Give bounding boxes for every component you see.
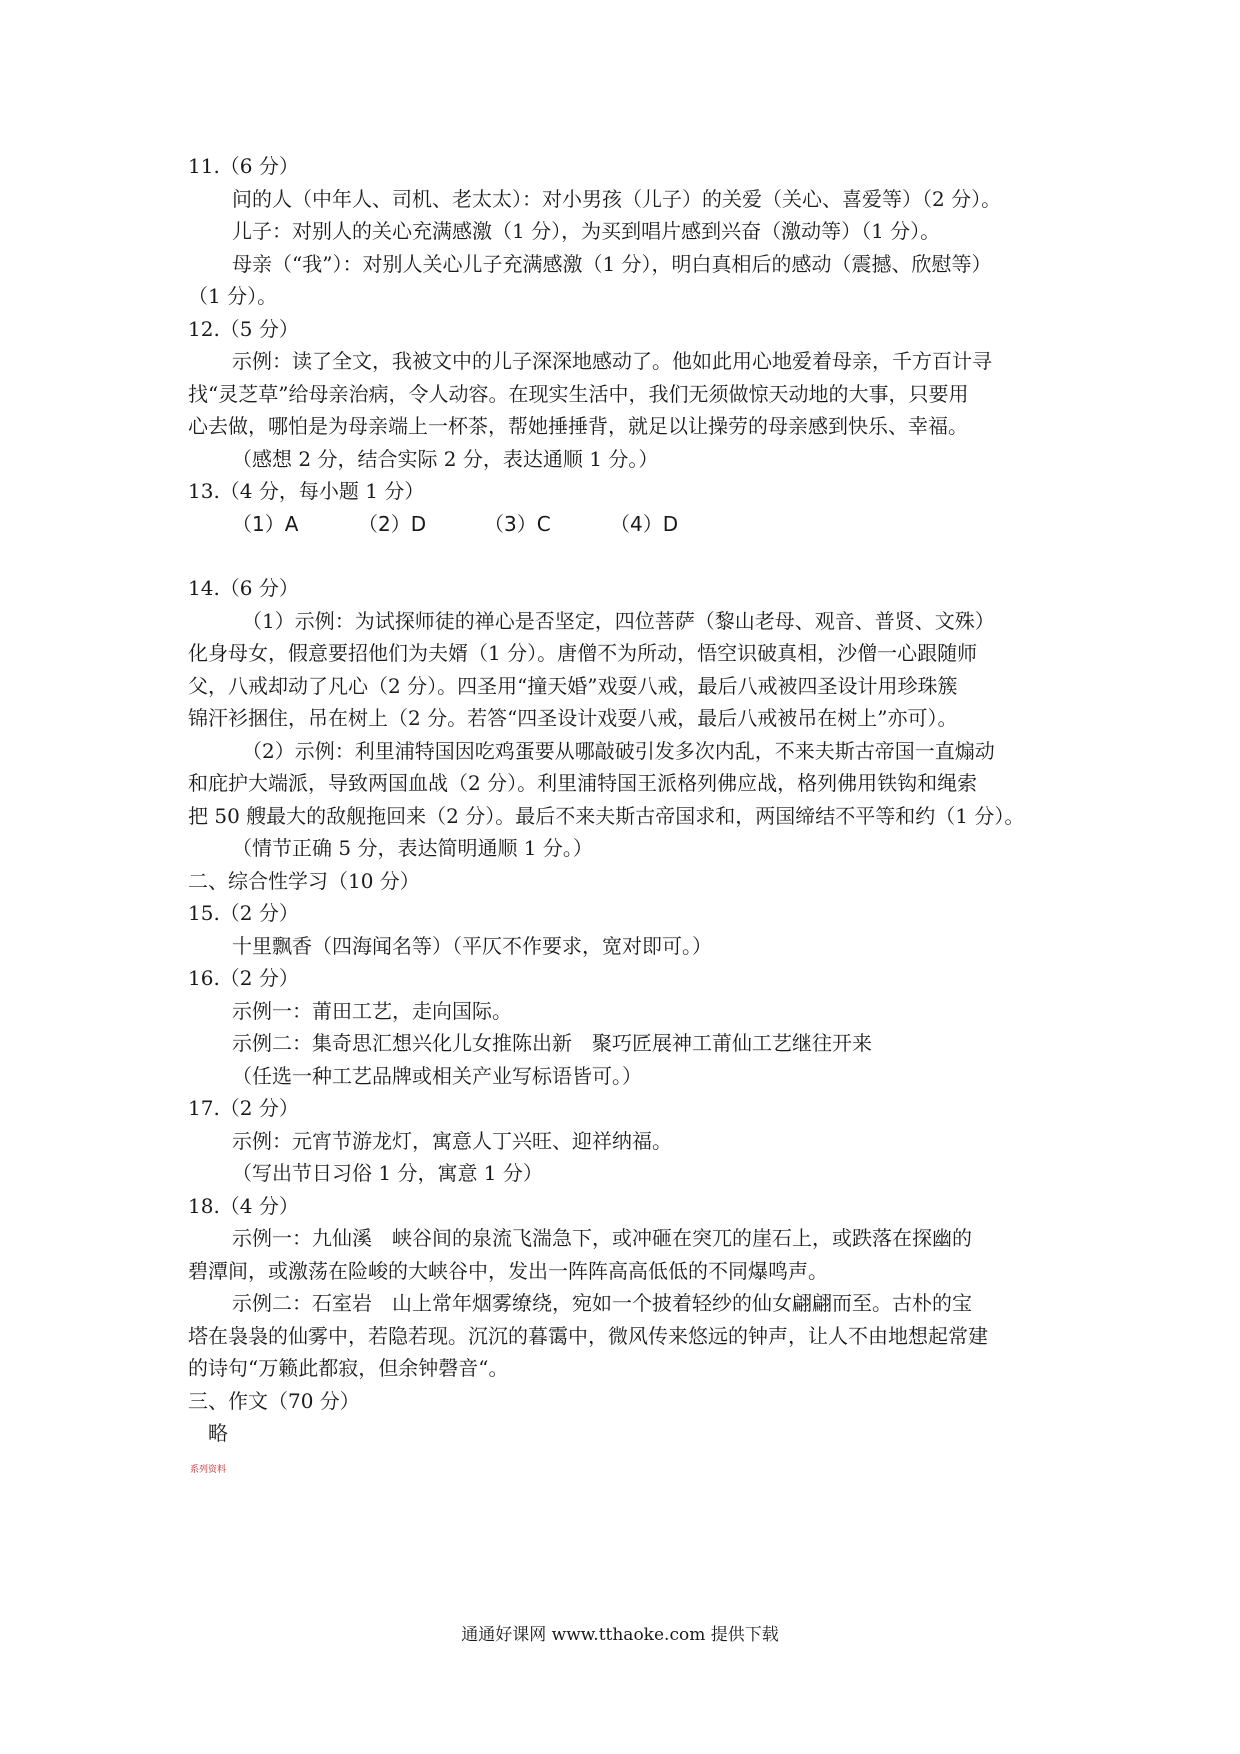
q16-heading: 16.（2 分）: [188, 966, 299, 990]
q13-heading: 13.（4 分，每小题 1 分）: [188, 479, 425, 503]
q12-heading: 12.（5 分）: [188, 316, 299, 341]
q13-option-4: （4）D: [610, 511, 679, 536]
page-footer: 通通好课网 www.tthaoke.com 提供下载: [461, 1625, 779, 1645]
q11-heading: 11.（6 分）: [188, 154, 299, 178]
section-2-heading: 二、综合性学习（10 分）: [188, 868, 420, 893]
q14-heading: 14.（6 分）: [188, 576, 299, 600]
q11-line-1: 问的人（中年人、司机、老太太）：对小男孩（儿子）的关爱（关心、喜爱等）（2 分）。: [232, 186, 1002, 211]
q11-line-4: （1 分）。: [188, 284, 278, 308]
q18-line-4: 塔在袅袅的仙雾中，若隐若现。沉沉的暮霭中，微风传来悠远的钟声，让人不由地想起常建: [188, 1323, 988, 1348]
q14-line-5: （2）示例：利里浦特国因吃鸡蛋要从哪敲破引发多次内乱，不来夫斯古帝国一直煽动: [242, 738, 995, 763]
q13-option-1: （1）A: [232, 511, 299, 536]
q13-options: [188, 508, 1068, 541]
spacer: [188, 540, 1068, 572]
q14-line-2: 化身母女，假意要招他们为夫婿（1 分）。唐僧不为所动，悟空识破真相，沙僧一心跟随师: [188, 641, 978, 665]
q18-line-5: 的诗句“万籁此都寂，但余钟磬音“。: [188, 1356, 509, 1380]
section-3-heading: 三、作文（70 分）: [188, 1388, 360, 1413]
q15-line-1: 十里飘香（四海闻名等）（平仄不作要求，宽对即可。）: [232, 933, 712, 958]
q16-line-2: 示例二：集奇思汇想兴化儿女推陈出新 聚巧匠展神工莆仙工艺继往开来: [232, 1031, 872, 1055]
q18-line-2: 碧潭间，或激荡在险峻的大峡谷中，发出一阵阵高高低低的不同爆鸣声。: [188, 1258, 828, 1283]
q14-line-6: 和庇护大端派，导致两国血战（2 分）。利里浦特国王派格列佛应战，格列佛用铁钩和绳索: [188, 771, 978, 795]
section-3-body: 略: [208, 1421, 228, 1445]
q14-line-1: （1）示例：为试探师徒的禅心是否坚定，四位菩萨（黎山老母、观音、普贤、文殊）: [242, 608, 995, 633]
q13-option-3: （3）C: [484, 511, 551, 536]
q15-heading: 15.（2 分）: [188, 901, 299, 925]
q12-line-1: 示例：读了全文，我被文中的儿子深深地感动了。他如此用心地爱着母亲，千方百计寻: [232, 349, 992, 373]
q17-scoring-note: （写出节日习俗 1 分，寓意 1 分）: [232, 1161, 543, 1185]
q14-line-4: 锦汗衫捆住，吊在树上（2 分。若答“四圣设计戏耍八戒，最后八戒被吊在树上”亦可）。: [188, 706, 958, 730]
q14-line-7: 把 50 艘最大的敌舰拖回来（2 分）。最后不来夫斯古帝国求和，两国缔结不平等和约（1 分）。: [188, 803, 1025, 828]
q12-line-2: 找“灵芝草”给母亲治病，令人动容。在现实生活中，我们无须做惊天动地的大事，只要用: [188, 381, 969, 406]
q18-line-3: 示例二：石室岩 山上常年烟雾缭绕，宛如一个披着轻纱的仙女翩翩而至。古朴的宝: [232, 1291, 972, 1315]
q17-line-1: 示例：元宵节游龙灯，寓意人丁兴旺、迎祥纳福。: [232, 1128, 672, 1153]
watermark-label: 系列资料: [190, 1465, 227, 1475]
q14-line-3: 父，八戒却动了凡心（2 分）。四圣用“撞天婚”戏耍八戒，最后八戒被四圣设计用珍珠簇: [188, 673, 958, 698]
q16-line-1: 示例一：莆田工艺，走向国际。: [232, 998, 512, 1023]
answer-key-content: [188, 150, 1068, 1450]
q18-line-1: 示例一：九仙溪 峡谷间的泉流飞湍急下，或冲砸在突兀的崖石上，或跌落在探幽的: [232, 1226, 972, 1250]
q18-heading: 18.（4 分）: [188, 1193, 299, 1218]
q12-scoring-note: （感想 2 分，结合实际 2 分，表达通顺 1 分。）: [232, 446, 659, 471]
q16-scoring-note: （任选一种工艺品牌或相关产业写标语皆可。）: [232, 1063, 642, 1088]
q11-line-3: 母亲（“我”）：对别人关心儿子充满感激（1 分），明白真相后的感动（震撼、欣慰等）: [232, 251, 992, 276]
q17-heading: 17.（2 分）: [188, 1096, 299, 1120]
q13-option-2: （2）D: [358, 511, 427, 536]
q12-line-3: 心去做，哪怕是为母亲端上一杯茶，帮她捶捶背，就足以让操劳的母亲感到快乐、幸福。: [188, 414, 968, 438]
q14-scoring-note: （情节正确 5 分，表达简明通顺 1 分。）: [232, 836, 593, 860]
q11-line-2: 儿子：对别人的关心充满感激（1 分），为买到唱片感到兴奋（激动等）（1 分）。: [232, 219, 941, 243]
